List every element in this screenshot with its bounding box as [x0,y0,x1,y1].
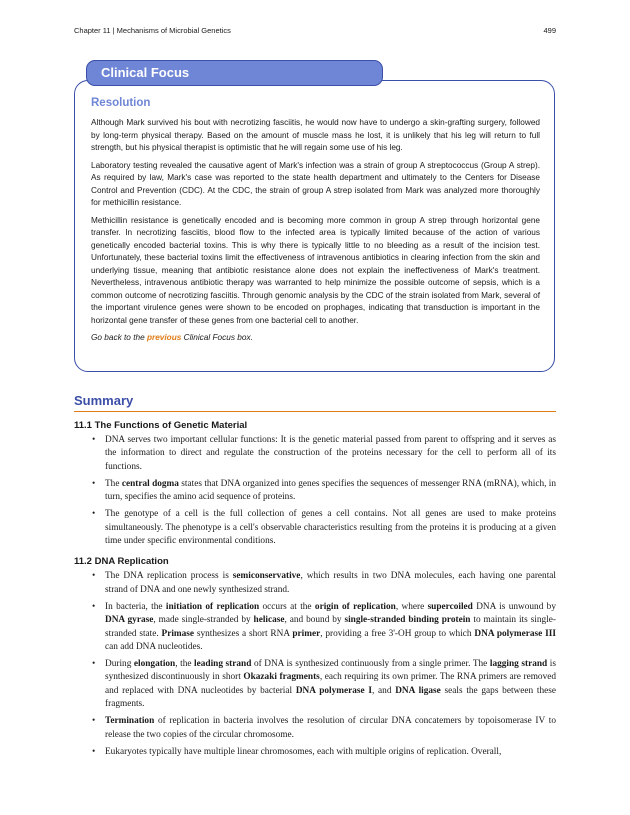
bullet-item [74,715,556,742]
key-term: single-stranded binding protein [344,615,471,626]
bullet-text: In bacteria, the [105,601,166,612]
summary-sections [74,420,556,759]
bullet-item [74,478,556,505]
bullet-text: , and [371,685,396,696]
bullet-item [74,601,556,654]
previous-link[interactable]: previous [146,333,182,342]
clinical-focus-tab: Clinical Focus [86,60,383,86]
key-term: Primase [161,628,195,639]
bullet-text: occurs at the [259,601,315,612]
bullet-text: , the [175,659,195,670]
bullet-text: The DNA replication process is [105,571,233,582]
bullet-dot: • [92,509,96,520]
bullet-item [74,508,556,548]
key-term: Termination [105,716,155,727]
bullet-text: seals the gaps between these fragments. [105,685,556,710]
bullet-text: of DNA is synthesized continuously from a single primer. The [251,659,490,670]
bullet-dot: • [92,659,96,670]
bullet-item [74,434,556,474]
page-number: 499 [543,26,556,35]
bullet-text: The [105,478,122,489]
bullet-text: , each requiring its own primer. The RNA primers are removed and replaced with DNA nucleotides by bacterial [105,672,557,696]
bullet-text: of replication in bacteria involves the resolution of circular DNA concatemers by topoisomerase IV to release the two copies of the circular chromosome. [105,716,556,740]
key-term: primer [292,628,321,639]
resolution-paragraph-1: Although Mark survived his bout with necrotizing fasciitis, he would now have to undergo a skin-grafting surgery, followed by long-term physical therapy. Based on the amount of muscle mass he lost, it is unlikely that his leg will return to full strength, but his physical therapist is optimistic that he will regain some use of his leg. [91,118,540,152]
bullet-item [74,746,556,759]
bullet-text: states that DNA organized into genes specifies the sequences of messenger RNA (mRNA), which, in turn, specifies the amino acid sequence of proteins. [105,478,557,503]
key-term: leading strand [194,659,252,670]
bullet-item [74,658,556,711]
key-term: DNA ligase [395,685,441,696]
section-title: 11.2 DNA Replication [74,556,169,568]
bullet-text: , which results in two DNA molecules, each having one parental strand of DNA and one newly synthesized strand. [105,571,556,595]
key-term: DNA gyrase [105,615,154,626]
key-term: origin of replication [314,601,396,612]
chapter-title: Chapter 11 | Mechanisms of Microbial Genetics [74,26,231,35]
go-back-line [91,332,540,345]
bullet-item [74,570,556,597]
key-term: semiconservative [232,571,301,582]
bullet-dot: • [92,746,96,757]
key-term: central dogma [121,478,179,489]
bullet-list [74,434,556,548]
bullet-text: , where [395,601,428,612]
resolution-paragraph-2: Laboratory testing revealed the causative agent of Mark's infection was a strain of group A streptococcus (Group A strep). As required by law, Mark's case was reported to the state health department and ultimately to the Centers for Disease Control and Prevention (CDC). At the CDC, the strain of group A strep isolated from Mark was analyzed more thoroughly for methicillin resistance. [91,160,540,207]
bullet-dot: • [92,435,96,445]
summary-section [74,393,556,763]
bullet-text: can add DNA nucleotides. [105,641,203,652]
go-back-prefix: Go back to the [91,333,147,342]
bullet-dot: • [92,478,96,489]
bullet-dot: • [92,571,96,582]
running-header [74,26,556,35]
bullet-text: synthesizes a short RNA [194,628,293,639]
bullet-text: The genotype of a cell is the full collection of genes a cell contains. Not all genes are used to make proteins simultaneously. The phenotype is a cell's observable characteristics resulting from the proteins it is producing at a given time under specific environmental conditions. [105,509,556,547]
resolution-paragraph-3: Methicillin resistance is genetically encoded and is becoming more common in group A strep through horizontal gene transfer. In necrotizing fasciitis, blood flow to the infected area is typically limited because of the action of various genetically encoded bacterial toxins. This is why there is typically little to no bleeding as a result of the incision test. Unfortunately, these bacterial toxins limit the effectiveness of intravenous antibiotics in clearing infection from the skin and underlying tissue, meaning that antibiotic resistance alone does not explain the ineffectiveness of Mark's treatment. Nevertheless, intravenous antibiotic therapy was warranted to help minimize the possible outcome of sepsis, which is a common outcome of necrotizing fasciitis. Through genomic analysis by the CDC of the strain isolated from Mark, several of the important virulence genes were shown to be encoded on prophages, indicating that transduction is important in the horizontal gene transfer of these genes from one bacterial cell to another. [91,215,540,325]
key-term: initiation of replication [165,601,260,612]
bullet-list [74,570,556,759]
bullet-text: During [105,659,134,670]
key-term: Okazaki fragments [243,672,320,683]
bullet-text: DNA is unwound by [472,601,556,612]
section-title: 11.1 The Functions of Genetic Material [74,420,248,431]
key-term: DNA polymerase I [295,685,372,696]
go-back-suffix: Clinical Focus box. [181,333,253,342]
clinical-focus-content [91,97,540,345]
bullet-text: to maintain its single-stranded state. [105,615,556,639]
bullet-text: , providing a free 3'-OH group to which [320,628,475,639]
bullet-text: Eukaryotes typically have multiple linear chromosomes, each with multiple origins of replication. Overall, [105,746,502,757]
bullet-dot: • [92,716,96,727]
bullet-text: , and bound by [284,615,345,626]
key-term: elongation [133,659,176,670]
key-term: DNA polymerase III [474,628,556,639]
key-term: helicase [253,615,285,626]
bullet-text: DNA serves two important cellular functions: It is the genetic material passed from parent to offspring and it serves as the information to direct and regulate the construction of the proteins necessary for the cell to perform all of its functions. [105,435,556,472]
key-term: supercoiled [427,601,473,612]
bullet-dot: • [92,601,96,612]
resolution-heading: Resolution [91,97,151,109]
bullet-text: , made single-stranded by [153,615,254,626]
key-term: lagging strand [489,659,548,670]
bullet-text: is synthesized discontinuously in short [105,659,556,683]
summary-title: Summary [74,393,556,412]
